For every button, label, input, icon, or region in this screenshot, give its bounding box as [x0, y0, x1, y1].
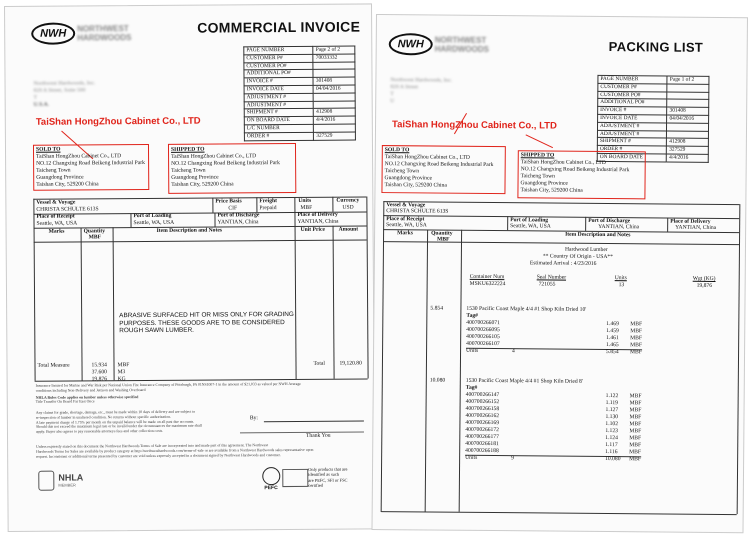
shipped-to-line: Taicheng Town: [171, 167, 206, 174]
grid-line: [33, 199, 35, 381]
meta-value: 04/04/2016: [313, 85, 355, 93]
group-quantity: 10.080: [429, 377, 446, 384]
sold-to-label: SOLD TO: [35, 146, 61, 153]
grid-line: [459, 230, 462, 512]
shipped-to-label: SHIPPED TO: [170, 146, 205, 153]
seal-number-header: Seal Number: [536, 274, 567, 281]
fine-line: Should this not exceed the maximum legal rate or be invalid under the circumstances the maximum rate shall: [35, 424, 202, 430]
quantity-header: Quantity: [431, 230, 453, 237]
weight-header: Wgt (KG): [692, 275, 716, 282]
freight-label: Freight: [259, 198, 277, 205]
nwh-logo: NWH: [31, 23, 75, 45]
unit-price-header: Unit Price: [300, 226, 325, 233]
tag-label: Tag#: [465, 384, 478, 391]
estimated-arrival: Estimated Arrival : 4/23/2016: [529, 260, 597, 267]
total-measure-label: Total Measure: [37, 362, 70, 369]
cert-line: Only products that are: [308, 466, 348, 472]
sold-to-block: [36, 146, 145, 189]
meta-label: ADJUSTMENT #: [244, 93, 313, 101]
certification-note: [308, 467, 347, 489]
from-address: [390, 77, 452, 106]
brand-line-2: HARDWOODS: [77, 33, 132, 43]
from-line: 820 A Street: [390, 84, 419, 91]
insurance-terms: [36, 381, 366, 404]
meta-row: [244, 132, 355, 141]
grid-line: [212, 198, 213, 213]
grid-line: [737, 204, 741, 514]
price-basis-label: Price Basis: [215, 198, 242, 205]
brand-line-1: NORTHWEST: [77, 24, 129, 34]
meta-value: 04/04/2016: [667, 115, 709, 123]
grid-line: [366, 196, 368, 378]
signature-line: [240, 431, 364, 433]
tag-mbf: 1.459: [606, 328, 619, 335]
tag-number: 400700266095: [466, 326, 500, 334]
meta-value: Page 1 of 2: [667, 76, 709, 84]
mbf-header: MBF: [437, 236, 450, 243]
notice-line: ABRASIVE SURFACED HIT OR MISS ONLY FOR GRADING: [119, 310, 294, 320]
from-line: Northwest Hardwoods, Inc.: [33, 80, 96, 87]
tag-mbf: 1.465: [606, 342, 619, 349]
sold-to-line: Taicheng Town: [384, 168, 420, 175]
total-unit-1: MBF: [117, 362, 130, 369]
units-label: Units: [465, 454, 478, 461]
shipped-to-line: NO.12 Changxing Road Beikeng Industrial Park: [520, 166, 630, 174]
tag-mbf: 1.130: [605, 414, 619, 421]
place-of-receipt-label: Place of Receipt: [36, 213, 75, 220]
nhla-member: MEMBER: [58, 482, 76, 488]
tag-label: Tag#: [466, 312, 479, 319]
meta-label: ADDITIONAL PO#: [598, 99, 667, 107]
units-count: 9: [511, 455, 514, 462]
tag-unit: MBF: [630, 321, 643, 328]
shipped-to-block: [520, 152, 629, 195]
nhla-shield-icon: [38, 471, 54, 491]
tag-mbf: 1.127: [605, 407, 619, 414]
port-of-discharge-label: Port of Discharge: [217, 212, 260, 219]
place-of-receipt-value: Seattle, WA, USA: [36, 220, 78, 227]
terms-of-sale: [36, 442, 366, 459]
tag-mbf: 1.117: [605, 442, 618, 449]
container-num: MSKU6322224: [469, 280, 506, 288]
meta-value: 327529: [667, 146, 709, 154]
tag-unit: MBF: [629, 442, 642, 449]
container-units: 13: [618, 282, 625, 289]
port-of-loading-label: Port of Loading: [133, 212, 172, 220]
cert-line: are PEFC, SFI or FSC: [308, 477, 348, 483]
brand-name: [77, 24, 131, 42]
tag-unit: MBF: [630, 342, 642, 349]
meta-value: 70033332: [313, 54, 355, 62]
fine-line: A late payment charge of 1.75% per month on the unpaid balance will be made on all past due accounts.: [35, 419, 195, 425]
total-unit-2: M3: [117, 369, 126, 376]
meta-label: ADDITIONAL PO#: [244, 70, 313, 78]
tag-unit: MBF: [630, 328, 643, 335]
group-total: 5.854: [606, 349, 619, 356]
fine-line: re-inspection of lumber in unaltered condition. No returns without specific authorization.: [35, 414, 172, 420]
item-description-header: Item Description and Notes: [565, 231, 631, 239]
tag-number: 400700266071: [466, 319, 500, 327]
shipped-to-line: Taicheng Town: [520, 173, 556, 180]
total-qty-2: 37.600: [91, 369, 107, 376]
tag-number: 400700266147: [465, 391, 500, 399]
port-of-loading-value: Seattle, WA, USA: [133, 219, 175, 227]
grid-line: [333, 226, 335, 379]
container-num-header: Container Num: [469, 273, 505, 281]
tag-number: 400700266107: [466, 340, 500, 348]
meta-label: SHIPMENT #: [597, 138, 666, 146]
fine-line: conditions including Non-Delivery and Jettison and Washing Overboard: [35, 387, 146, 393]
meta-label: ORDER #: [244, 132, 313, 140]
fine-line: Insurance Insured for Marine and War Risk per National Union Fire Insurance Company of Pittsburgh, PA 01NS1007-1 in the amount of $21,033 as valued per NWH Average: [35, 381, 301, 388]
by-label: By:: [249, 415, 258, 422]
tag-mbf: 1.102: [605, 421, 619, 428]
units-label: Units: [466, 347, 479, 354]
document-title: COMMERCIAL INVOICE: [197, 18, 361, 36]
tag-number: 400700266188: [465, 447, 499, 455]
country-of-origin: ** Country Of Origin - USA**: [542, 253, 613, 261]
total-qty-1: 15.934: [91, 362, 107, 369]
port-of-loading-value: Seattle, WA, USA: [510, 223, 551, 230]
sold-to-line: NO.12 Changxing Road Beikeng Industrial Park: [36, 160, 145, 167]
from-line: 820 A Street, Suite 500: [33, 87, 86, 94]
meta-label: INVOICE #: [244, 78, 313, 86]
meta-value: 301408: [667, 107, 709, 115]
units-value: MBF: [300, 204, 313, 211]
currency-value: USD: [342, 204, 354, 211]
from-line: U: [390, 98, 395, 105]
port-of-discharge-value: YANTIAN, China: [217, 219, 259, 226]
sold-to-line: Taishan City, 529200 China: [384, 182, 447, 189]
tag-unit: MBF: [629, 421, 642, 428]
currency-label: Currency: [336, 197, 360, 204]
meta-value: 412908: [667, 138, 709, 146]
from-line: U.S.A.: [33, 101, 50, 108]
commercial-invoice-page: [4, 3, 376, 532]
fine-line: Title Transfer On Board Far East Once: [35, 399, 95, 405]
tag-number: 400700266181: [465, 440, 499, 448]
tag-mbf: 1.461: [606, 335, 619, 342]
tag-unit: MBF: [629, 414, 642, 421]
meta-label: PAGE NUMBER: [244, 46, 313, 54]
place-of-delivery-label: Place of Delivery: [297, 211, 338, 218]
fine-line: Any claims for grade, shortage, damage, etc., must be made within 10 days of delivery and are subject to: [35, 409, 196, 415]
price-basis-value: CIF: [228, 205, 238, 212]
shipped-to-line: Taishan City, 529200 China: [520, 187, 583, 194]
fine-line: apply. Buyer also agrees to pay reasonable attorneys fees and other collection costs.: [35, 429, 164, 434]
units-count: 4: [512, 348, 515, 355]
shipped-to-block: [171, 146, 280, 189]
meta-label: ORDER #: [597, 146, 666, 154]
tag-mbf: 1.122: [605, 393, 619, 400]
grid-line: [507, 216, 508, 230]
grid-line: [332, 197, 333, 212]
container-weight: 19,876: [696, 282, 713, 289]
tag-unit: MBF: [629, 407, 642, 414]
shipped-to-line: Guangdong Province: [520, 180, 568, 187]
meta-label: INVOICE DATE: [244, 85, 313, 93]
meta-value: 327529: [314, 132, 356, 140]
signature-line: [264, 420, 364, 422]
place-of-receipt-label: Place of Receipt: [386, 216, 425, 223]
meta-label: INVOICE DATE: [598, 114, 667, 122]
shipped-to-label: SHIPPED TO: [520, 152, 555, 159]
meta-label: SHIPMENT #: [244, 109, 313, 117]
notice-line: PURPOSES. THESE GOODS ARE TO BE CONSIDERED: [119, 318, 285, 327]
total-label: Total: [313, 360, 325, 367]
grid-line: [383, 201, 739, 205]
vessel-value: CHRISTA SCHULTE 613S: [386, 208, 449, 215]
tag-number: 400700266172: [465, 426, 499, 434]
sold-to-line: Taishan City, 529200 China: [36, 181, 99, 188]
grading-notice: [119, 311, 294, 335]
company-highlight: TaiShan HongZhou Cabinet Co., LTD: [391, 119, 557, 132]
tag-unit: MBF: [630, 335, 643, 342]
grid-line: [34, 239, 367, 242]
from-address: [34, 80, 96, 108]
group-description: 1530 Pacific Coast Maple 4/4 #1 Shop Kiln Dried 10': [466, 305, 587, 313]
seal-number: 721055: [538, 281, 556, 288]
fine-line: request. Inconsistent or additional terms presented by customer are void unless expressly accepted in a document signed by Northwest Hardwoods and customer.: [36, 452, 281, 459]
meta-value: 4/4/2016: [667, 154, 709, 162]
grid-line: [294, 197, 296, 379]
meta-label: ON BOARD DATE: [244, 117, 313, 125]
vessel-value: CHRISTA SCHULTE 613S: [36, 206, 99, 213]
group-total: 10.080: [605, 456, 621, 463]
freight-value: Prepaid: [259, 205, 277, 212]
vessel-label: Vessel & Voyage: [36, 199, 76, 206]
cert-line: identified as such: [308, 472, 340, 478]
meta-label: ADJUSTMENT #: [597, 122, 666, 130]
from-line: Northwest Hardwoods, Inc.: [390, 77, 453, 84]
highlight-arrow: [526, 134, 554, 148]
nhla-logo: NHLA: [58, 472, 84, 483]
sold-to-block: [384, 147, 493, 190]
sold-to-line: TaiShan HongZhou Cabinet Co., LTD: [36, 153, 122, 160]
fine-line: Hardwoods Terms for Sales are available by product category at http://northwesthardwoods.com/terms-of-sale or are available from a Northwest Hardwoods sales representative upon: [36, 447, 314, 454]
meta-value: 412908: [314, 108, 356, 116]
claims-terms: [36, 409, 236, 434]
shipped-to-line: Taishan City, 529200 China: [171, 181, 234, 188]
meta-value: 301408: [313, 77, 355, 85]
group-total-unit: MBF: [629, 456, 641, 463]
meta-label: ADJUSTMENT #: [244, 101, 313, 109]
group-quantity: 5.854: [430, 305, 444, 312]
vessel-label: Vessel & Voyage: [386, 202, 426, 209]
grid-line: [585, 217, 586, 231]
meta-label: CUSTOMER P#: [244, 54, 313, 62]
tag-mbf: 1.124: [605, 435, 618, 442]
shipped-to-line: Guangdong Province: [171, 174, 219, 181]
meta-label: L/C NUMBER: [244, 124, 313, 132]
from-line: T: [33, 94, 38, 101]
port-of-discharge-label: Port of Discharge: [588, 217, 631, 225]
grid-line: [667, 218, 668, 232]
tag-number: 400700266105: [466, 333, 500, 341]
group-total-unit: MBF: [630, 349, 642, 356]
grid-line: [381, 201, 385, 511]
place-of-receipt-value: Seattle, WA, USA: [386, 222, 427, 229]
marks-header: Marks: [397, 230, 413, 237]
tag-mbf: 1.119: [605, 400, 619, 407]
company-highlight: TaiShan HongZhou Cabinet Co., LTD: [35, 115, 201, 128]
sold-to-line: Taicheng Town: [36, 167, 71, 174]
place-of-delivery-value: YANTIAN, China: [675, 224, 717, 231]
grid-line: [130, 213, 131, 227]
nwh-logo: NWH: [389, 33, 433, 55]
shipped-to-line: TaiShan HongZhou Cabinet Co., LTD: [171, 153, 257, 160]
tag-mbf: 1.116: [605, 449, 618, 456]
brand-line-2: HARDWOODS: [434, 44, 489, 54]
sold-to-line: Guangdong Province: [384, 175, 432, 182]
fine-line: NHLA Rules Code applies on lumber unless otherwise specified: [35, 394, 139, 400]
port-of-discharge-value: YANTIAN, China: [598, 223, 640, 231]
sold-to-label: SOLD TO: [384, 147, 410, 154]
packing-meta-table: [597, 75, 710, 163]
brand-line-1: NORTHWEST: [434, 35, 487, 45]
grid-line: [381, 511, 737, 515]
packing-list-page: [371, 14, 747, 533]
grid-line: [214, 213, 215, 227]
group-description: 1530 Pacific Coast Maple 4/4 #1 Shop Kiln Dried 8': [465, 377, 583, 385]
item-description-header: Item Description and Notes: [156, 227, 223, 234]
grid-line: [81, 227, 83, 380]
tag-number: 400700266169: [465, 419, 500, 427]
cert-line: certified: [308, 483, 324, 489]
pefc-logo: PEFC: [264, 485, 278, 492]
thank-you: Thank You: [305, 432, 331, 439]
meta-label: CUSTOMER P#: [598, 83, 667, 91]
tag-number: 400700266162: [465, 412, 500, 420]
shipped-to-line: NO.12 Changxing Road Beikeng Industrial Park: [171, 160, 280, 167]
grid-line: [113, 227, 115, 380]
tag-unit: MBF: [629, 435, 642, 442]
port-of-loading-label: Port of Loading: [510, 217, 549, 224]
lumber-type: Hardwood Lumber: [564, 246, 608, 254]
sold-to-line: NO.12 Changxing Road Beikeng Industrial Park: [384, 161, 494, 169]
total-qty-3: 19,876: [91, 376, 108, 383]
place-of-delivery-value: YANTIAN, China: [297, 218, 339, 225]
amount-header: Amount: [338, 226, 359, 233]
total-amount: 19,120.80: [339, 360, 362, 367]
place-of-delivery-label: Place of Delivery: [670, 218, 711, 225]
tag-unit: MBF: [629, 393, 642, 400]
grid-line: [33, 196, 366, 199]
quantity-header: Quantity: [83, 228, 106, 235]
marks-header: Marks: [48, 228, 65, 235]
fine-line: Unless expressly stated on this document the Northwest Hardwoods Terms of Sale are incorporated into and made part of this agreement. The Northwest: [36, 443, 269, 449]
meta-value: 4/4/2016: [314, 116, 356, 124]
units-label: Units: [298, 197, 312, 204]
meta-label: ADJUSTMENT #: [597, 130, 666, 138]
notice-line: ROUGH SAWN LUMBER.: [119, 326, 194, 335]
tag-mbf: 1.469: [606, 321, 619, 328]
pefc-tree-icon: [262, 467, 280, 485]
brand-name: [435, 36, 489, 54]
meta-label: PAGE NUMBER: [598, 75, 667, 83]
tag-unit: MBF: [629, 400, 642, 407]
tag-unit: MBF: [629, 428, 642, 435]
grid-line: [256, 197, 257, 212]
tag-number: 400700266158: [465, 405, 500, 413]
from-line: T: [390, 91, 394, 98]
tag-number: 400700266152: [465, 398, 500, 406]
grid-line: [425, 229, 428, 511]
meta-label: CUSTOMER PO#: [598, 91, 667, 99]
units-header: Units: [614, 275, 627, 282]
shipped-to-line: TaiShan HongZhou Cabinet Co., LTD: [520, 159, 606, 167]
meta-label: INVOICE #: [598, 107, 667, 115]
sfi-label-box: [282, 469, 308, 487]
tag-unit: MBF: [629, 449, 642, 456]
meta-label: CUSTOMER PO#: [244, 62, 313, 70]
tag-number: 400700266177: [465, 433, 499, 441]
total-unit-3: KG: [117, 376, 126, 383]
mbf-header: MBF: [88, 234, 102, 241]
sold-to-line: Guangdong Province: [36, 174, 84, 181]
sold-to-line: TaiShan HongZhou Cabinet Co., LTD: [384, 154, 470, 161]
invoice-meta-table: [243, 46, 356, 141]
meta-value: Page 2 of 2: [313, 46, 355, 54]
tag-mbf: 1.123: [605, 428, 618, 435]
meta-label: ON BOARD DATE: [597, 153, 666, 161]
document-title: PACKING LIST: [608, 39, 704, 55]
